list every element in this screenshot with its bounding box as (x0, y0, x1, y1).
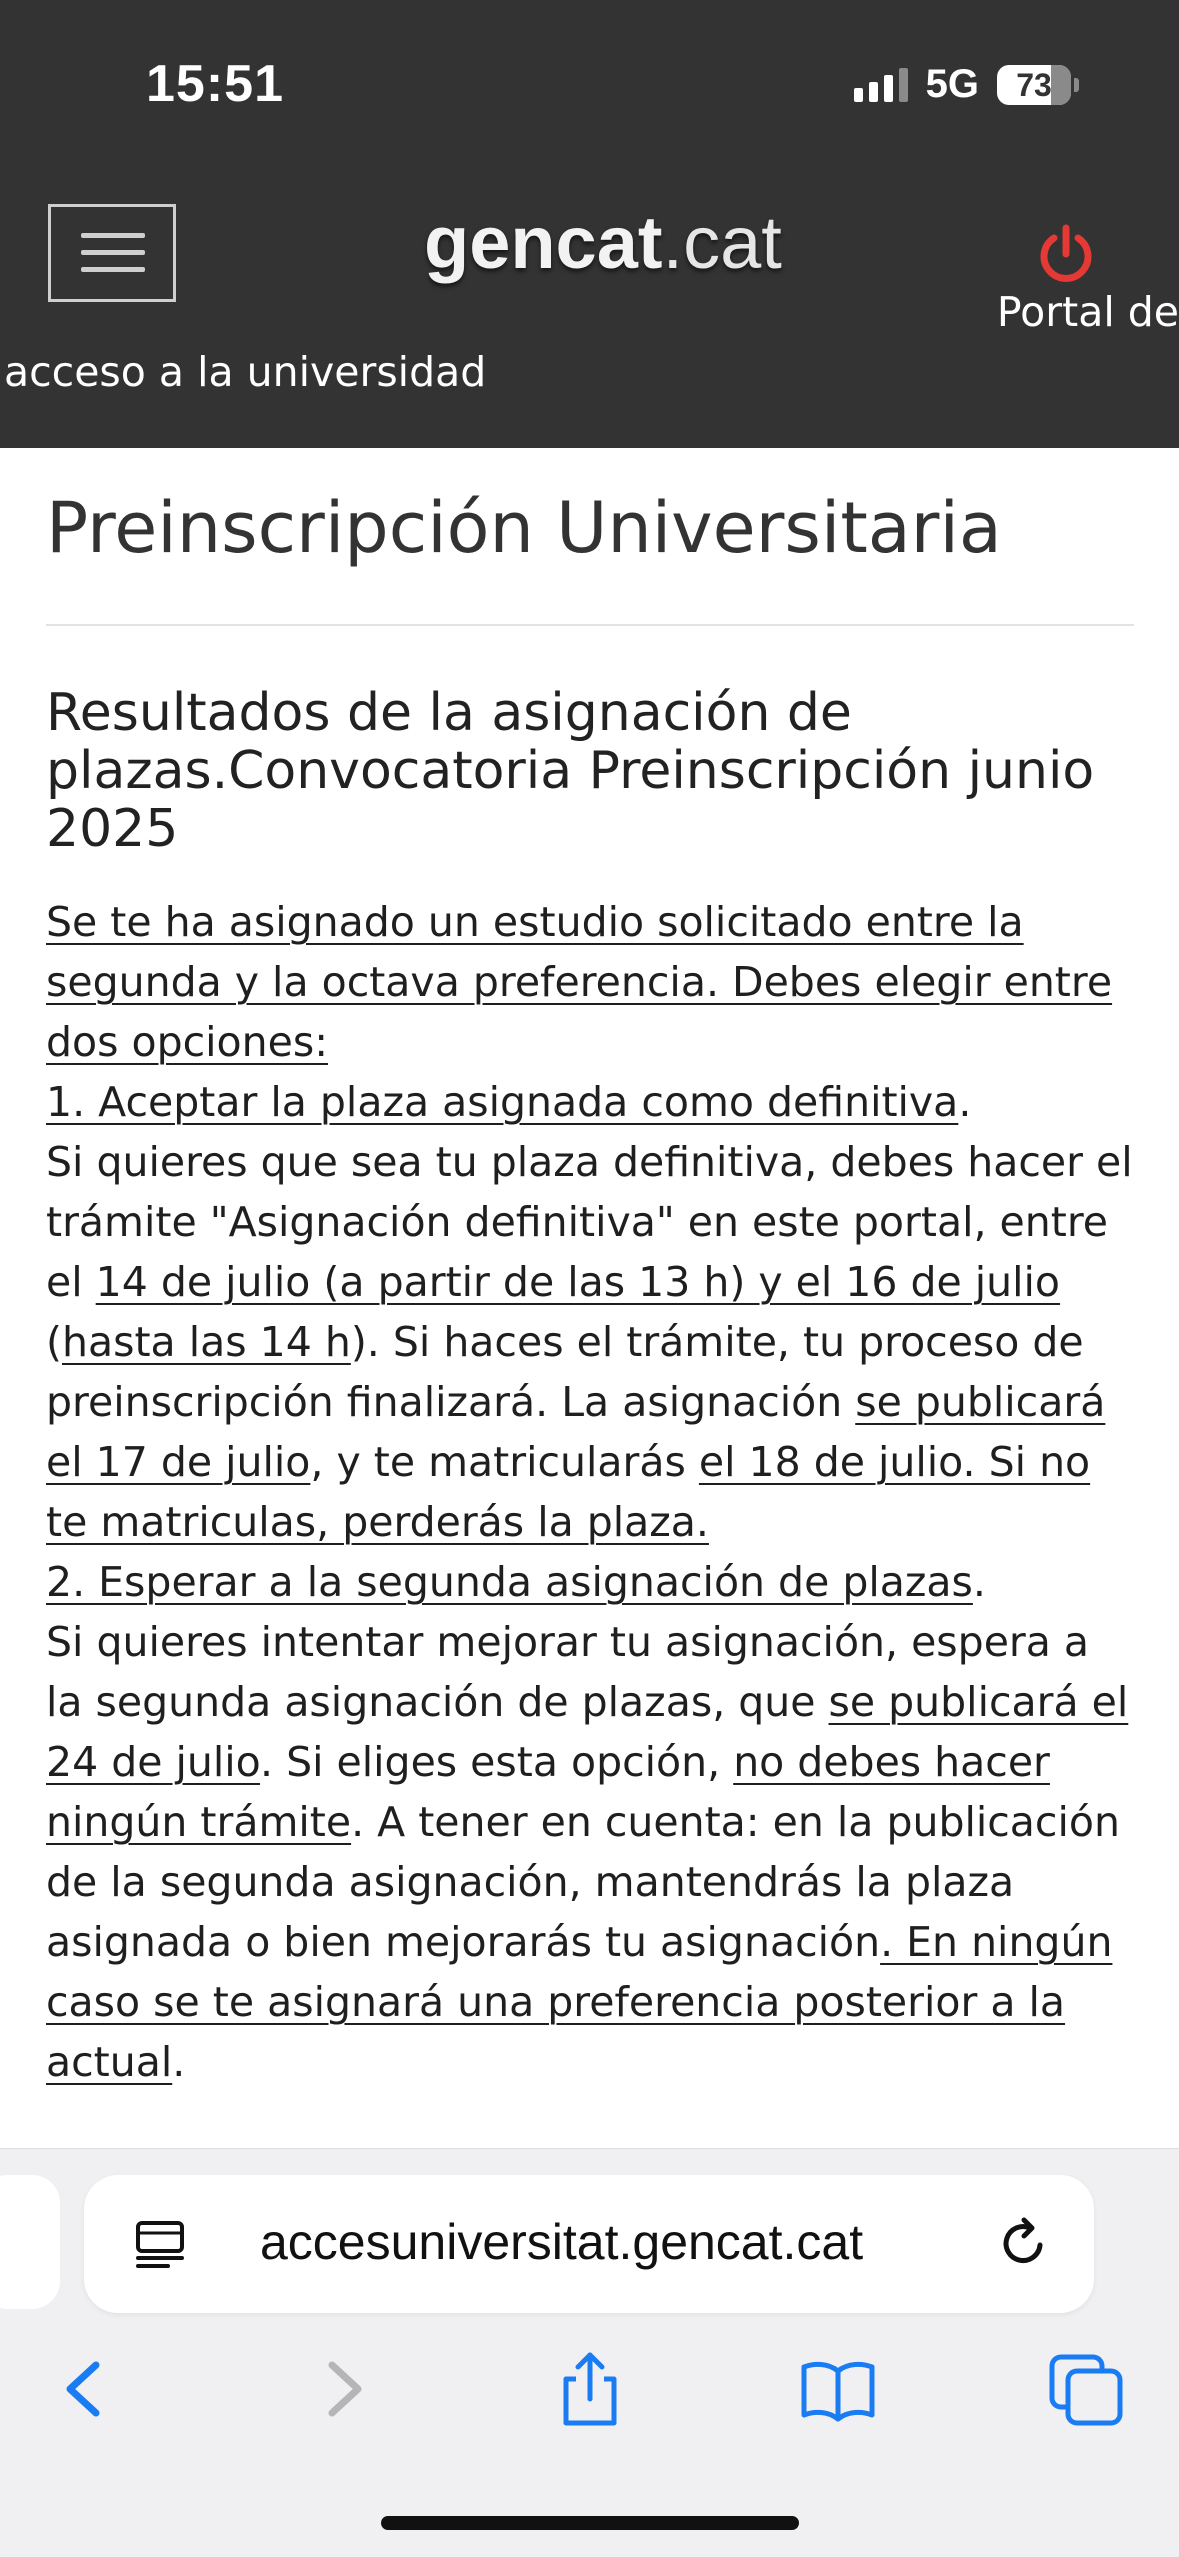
gencat-logo[interactable] (424, 200, 782, 285)
reload-icon[interactable] (996, 2215, 1052, 2271)
battery-level: 73 (1016, 66, 1052, 103)
address-bar[interactable] (84, 2175, 1094, 2313)
tabs-icon[interactable] (1046, 2349, 1126, 2429)
battery-icon (997, 65, 1079, 105)
option1-title: 1. Aceptar la plaza asignada como definitiva (46, 1078, 959, 1126)
reader-icon[interactable] (134, 2219, 186, 2269)
option2-no-action: no debes hacer ningún trámite (46, 1738, 1050, 1846)
main-content (46, 448, 1136, 2092)
option2-text: Si quieres intentar mejorar tu asignación, espera a la segunda asignación de plazas, que (46, 1618, 1090, 1726)
option1-date-range: 14 de julio (a partir de las 13 h) y el 16 de julio (95, 1258, 1061, 1306)
previous-tab-peek[interactable] (0, 2175, 60, 2309)
top-header (0, 0, 1179, 448)
option1-publish-date: se publicará el 17 de julio (46, 1378, 1106, 1486)
bookmarks-icon[interactable] (798, 2349, 878, 2429)
browser-toolbar (0, 2148, 1179, 2557)
divider (46, 624, 1134, 626)
signal-icon (854, 68, 908, 102)
share-icon[interactable] (550, 2349, 630, 2429)
option2-title: 2. Esperar a la segunda asignación de plazas (46, 1558, 973, 1606)
option1-deadline: hasta las 14 h (62, 1318, 351, 1366)
intro-text: Se te ha asignado un estudio solicitado entre la segunda y la octava preferencia. Debes elegir entre dos opciones: (46, 898, 1113, 1066)
section-title: Resultados de la asignación de plazas.Convocatoria Preinscripción junio 2025 (46, 683, 1095, 859)
option2-note: . En ningún caso se te asignará una preferencia posterior a la actual (46, 1918, 1113, 2086)
forward-icon[interactable] (302, 2349, 382, 2429)
back-icon[interactable] (46, 2349, 126, 2429)
logo-bold: gencat (424, 201, 663, 284)
page-title: Preinscripción Universitaria (46, 487, 1002, 569)
power-icon[interactable] (1034, 222, 1098, 286)
url-text[interactable]: accesuniversitat.gencat.cat (260, 2214, 864, 2270)
portal-title-line2[interactable]: acceso a la universidad (4, 348, 487, 396)
home-indicator[interactable] (381, 2516, 799, 2530)
portal-title-line1[interactable]: Portal de (996, 288, 1179, 336)
menu-button[interactable] (48, 204, 176, 302)
results-text: Se te ha asignado un estudio solicitado entre la segunda y la octava preferencia. Debes elegir entre dos opciones: 1. Aceptar la plaza asignada como definitiva. Si quieres que sea tu plaza definitiva, debes hacer el trámite "Asignación definitiva" en este portal, entre el 14 de julio (a partir de las 13 h) y el 16 de julio (hasta las 14 h). Si haces el trámite, tu proceso de preinscripción finalizará. La asignación se publicará el 17 de julio, y te matricularás el 18 de julio. Si no te matriculas, perderás la plaza. 2. Esperar a la segunda asignación de plazas. Si quieres intentar mejorar tu asignación, espera a la segunda asignación de plazas, que se publicará el 24 de julio. Si eliges esta opción, no debes hacer ningún trámite. A tener en cuenta: en la publicación de la segunda asignación, mantendrás la plaza asignada o bien mejorarás tu asignación. En ningún caso se te asignará una preferencia posterior a la actual. (46, 898, 1133, 2086)
option1-text: Si quieres que sea tu plaza definitiva, debes hacer el trámite "Asignación definitiva" en este portal, entre el (46, 1138, 1133, 1306)
option1-enroll-date: el 18 de julio. Si no te matriculas, perderás la plaza. (46, 1438, 1091, 1546)
status-indicators (854, 62, 1079, 107)
option2-publish-date: se publicará el 24 de julio (46, 1678, 1129, 1786)
logo-light: .cat (662, 201, 782, 284)
status-time: 15:51 (146, 55, 284, 113)
network-type: 5G (925, 62, 979, 106)
